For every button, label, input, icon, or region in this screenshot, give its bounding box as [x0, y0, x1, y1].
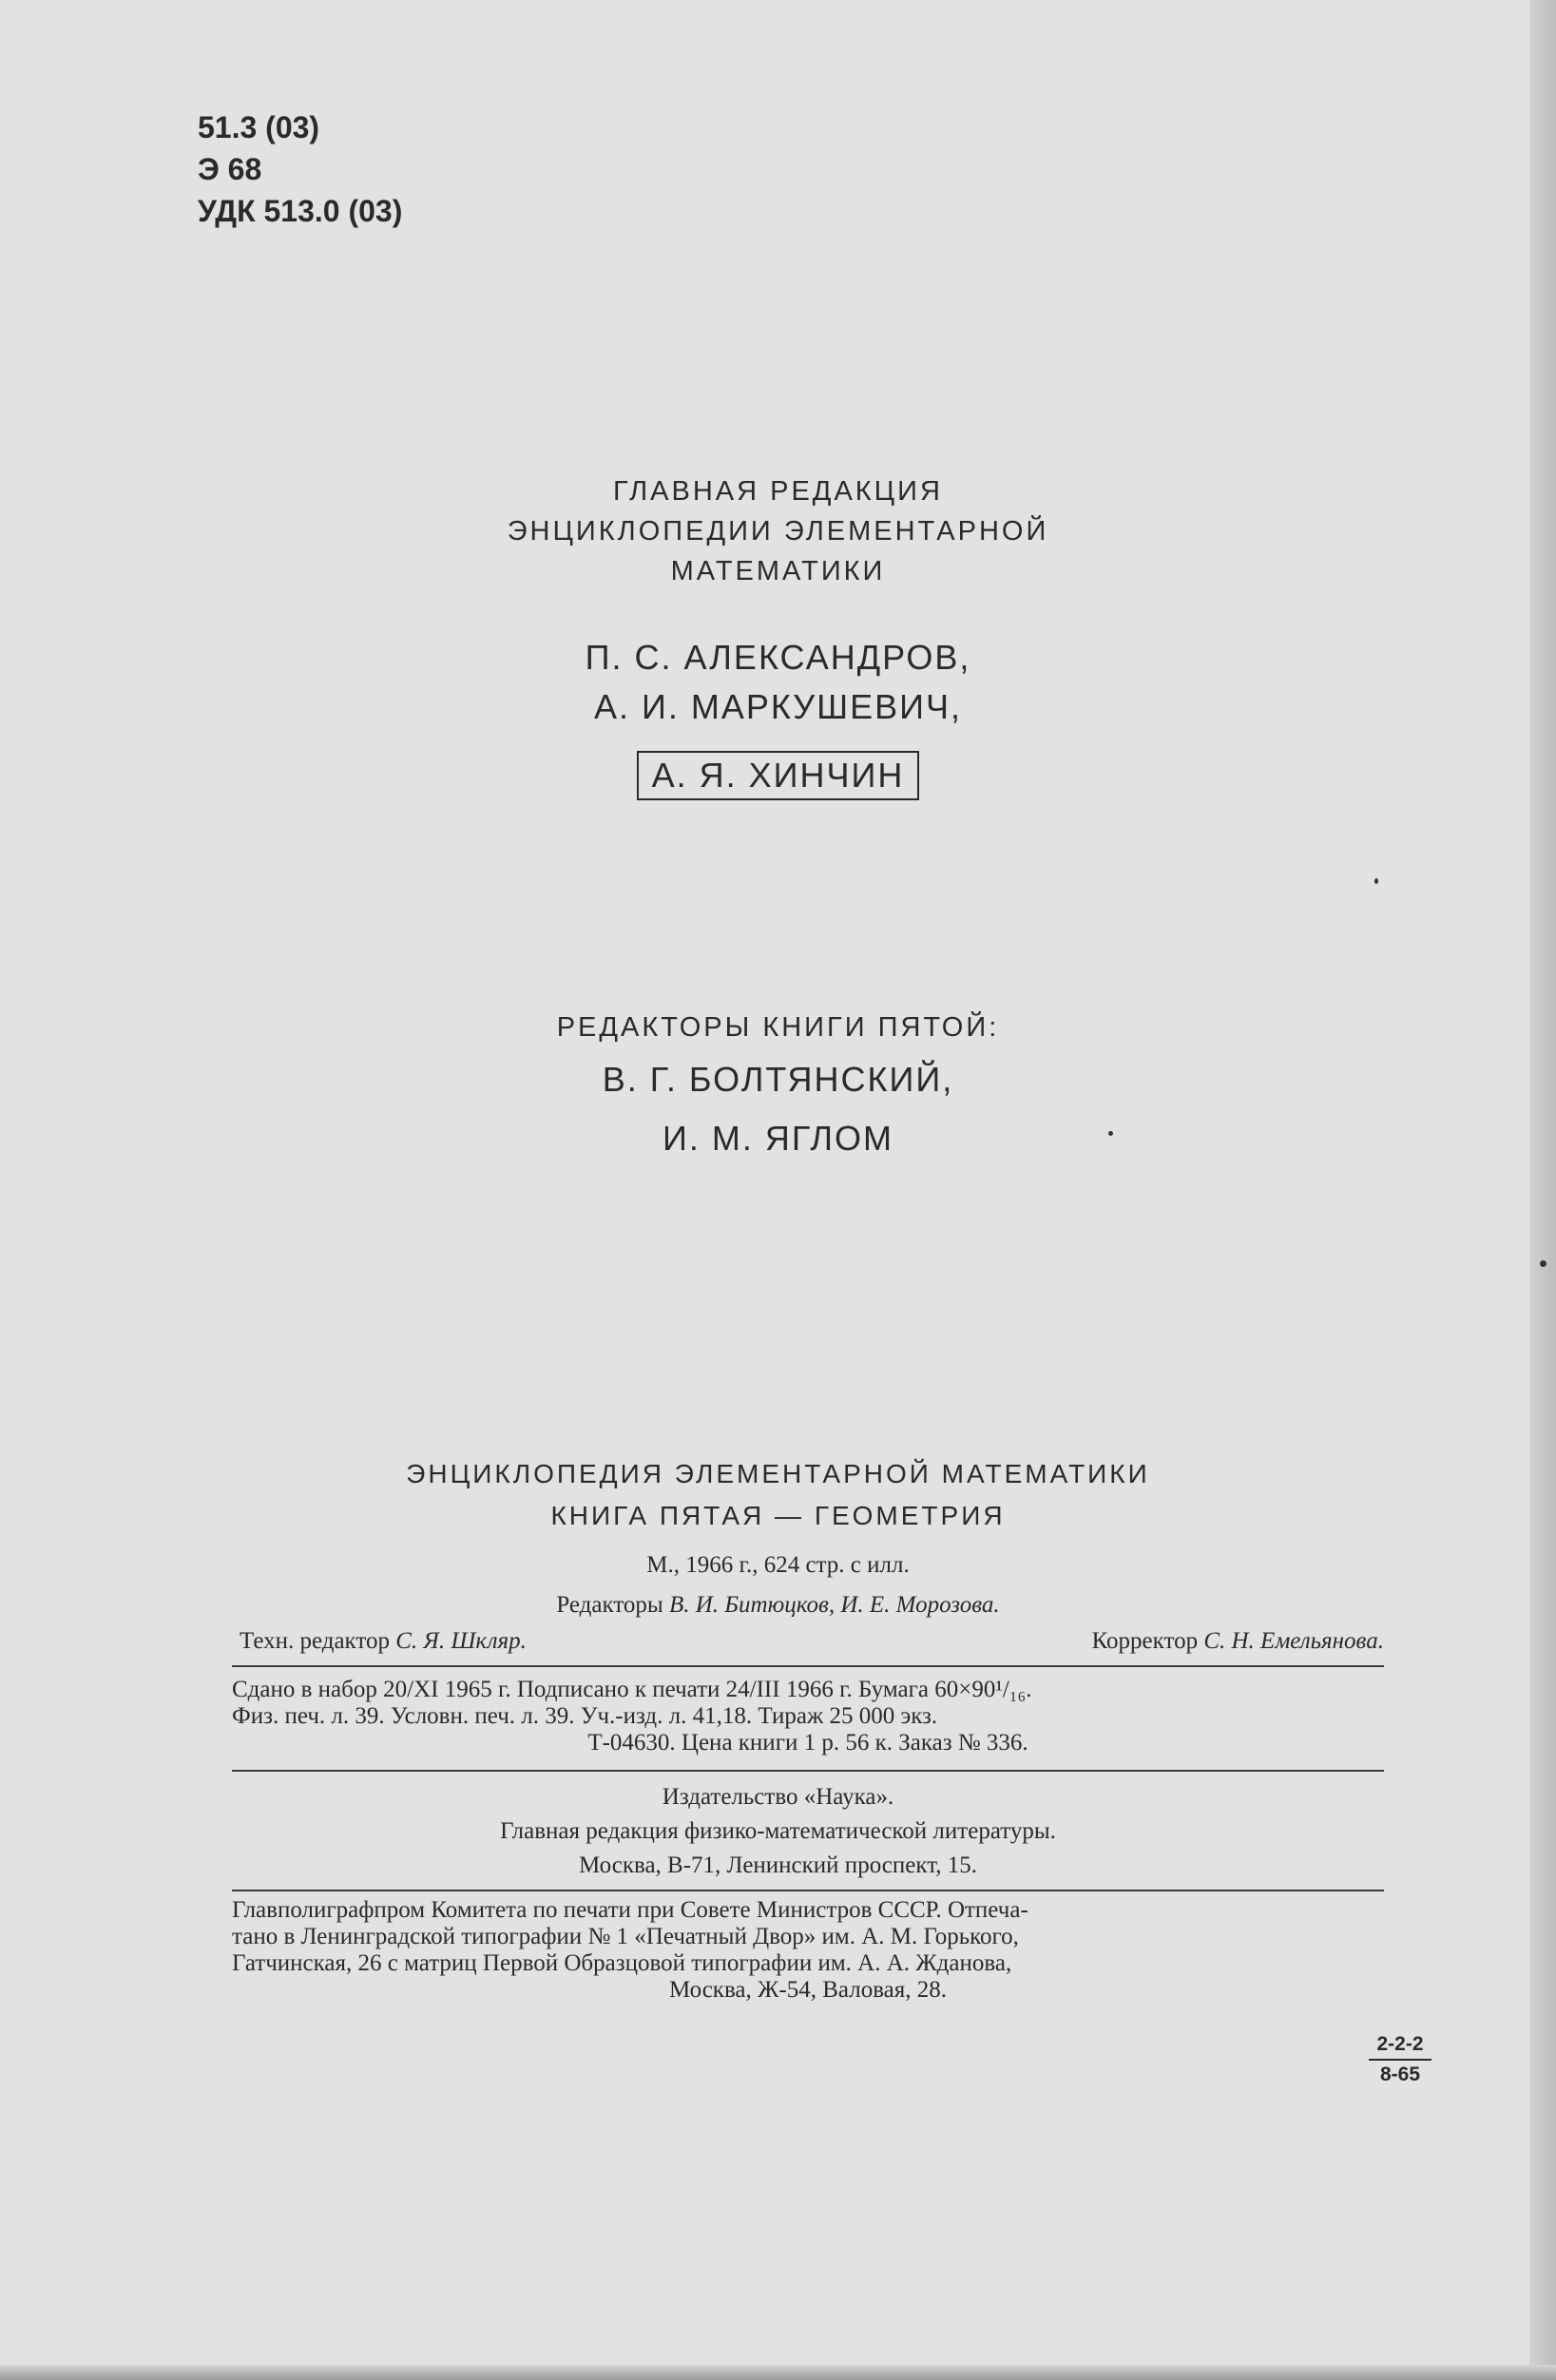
printer-line-2: тано в Ленинградской типографии № 1 «Печатный Двор» им. А. М. Горького, — [232, 1924, 1019, 1949]
printer-line-4: Москва, Ж-54, Валовая, 28. — [668, 1977, 948, 2003]
board-member-2: А. И. МАРКУШЕВИЧ, — [593, 687, 963, 726]
udc-code: УДК 513.0 (03) — [198, 194, 403, 228]
printer-line-3: Гатчинская, 26 с матриц Первой Образцовой типографии им. А. А. Жданова, — [232, 1950, 1012, 1976]
editorial-board-heading-1: ГЛАВНАЯ РЕДАКЦИЯ — [613, 476, 943, 507]
editorial-board-heading-3: МАТЕМАТИКИ — [670, 556, 886, 586]
tech-editor-line — [240, 1625, 527, 1658]
publisher-line-2: Главная редакция физико-математической литературы. — [500, 1818, 1056, 1844]
classification-codes — [198, 106, 402, 232]
page-edge-shadow — [1529, 0, 1556, 2380]
divider-3 — [232, 1890, 1384, 1891]
book-editor-1: В. Г. БОЛТЯНСКИЙ, — [602, 1060, 954, 1099]
production-line-3: Т-04630. Цена книги 1 р. 56 к. Заказ № 336. — [587, 1730, 1028, 1756]
speck-mark — [1540, 1260, 1546, 1267]
tech-editor-name: С. Я. Шкляр. — [395, 1628, 527, 1654]
book-editor-2: И. М. ЯГЛОМ — [663, 1119, 893, 1158]
publisher-line-1: Издательство «Наука». — [662, 1784, 894, 1810]
bbk-code: 51.3 (03) — [198, 110, 320, 144]
speck-mark — [1108, 1131, 1113, 1136]
printer-details — [232, 1897, 1384, 2004]
editorial-board-heading-2: ЭНЦИКЛОПЕДИИ ЭЛЕМЕНТАРНОЙ — [507, 516, 1049, 547]
author-mark: Э 68 — [198, 152, 262, 186]
board-member-1: П. С. АЛЕКСАНДРОВ, — [585, 638, 971, 677]
board-member-3-memorial-box: А. Я. ХИНЧИН — [637, 751, 920, 800]
edition-code-top: 2-2-2 — [1369, 2030, 1431, 2061]
book-editors-heading: РЕДАКТОРЫ КНИГИ ПЯТОЙ: — [556, 1012, 1000, 1043]
page-bottom-edge — [0, 2365, 1556, 2380]
corrector-name: С. Н. Емельянова. — [1203, 1628, 1384, 1654]
corrector-line — [1092, 1625, 1384, 1658]
tech-editor-label: Техн. редактор — [240, 1628, 390, 1654]
publisher-line-3: Москва, В-71, Ленинский проспект, 15. — [579, 1852, 977, 1878]
imprint-title-1: ЭНЦИКЛОПЕДИЯ ЭЛЕМЕНТАРНОЙ МАТЕМАТИКИ — [406, 1459, 1150, 1488]
production-details — [232, 1677, 1384, 1756]
divider-2 — [232, 1770, 1384, 1772]
edition-code — [1369, 2030, 1431, 2089]
editors-line — [0, 1589, 1556, 1622]
production-line-2: Физ. печ. л. 39. Условн. печ. л. 39. Уч.-изд. л. 41,18. Тираж 25 000 экз. — [232, 1703, 938, 1729]
speck-mark — [1374, 878, 1378, 884]
publication-info: М., 1966 г., 624 стр. с илл. — [646, 1552, 910, 1578]
editors-names: В. И. Битюцков, И. Е. Морозова. — [668, 1592, 1000, 1618]
imprint-title-2: КНИГА ПЯТАЯ — ГЕОМЕТРИЯ — [550, 1501, 1006, 1530]
production-line-1: Сдано в набор 20/XI 1965 г. Подписано к печати 24/III 1966 г. Бумага 60×90¹/₁₆. — [232, 1677, 1032, 1702]
edition-code-bottom: 8-65 — [1379, 2063, 1421, 2085]
editors-label: Редакторы — [556, 1592, 663, 1618]
corrector-label: Корректор — [1091, 1628, 1199, 1654]
printer-line-1: Главполиграфпром Комитета по печати при Совете Министров СССР. Отпеча- — [232, 1897, 1028, 1923]
divider-1 — [232, 1665, 1384, 1667]
board-member-3-row — [0, 749, 1556, 802]
